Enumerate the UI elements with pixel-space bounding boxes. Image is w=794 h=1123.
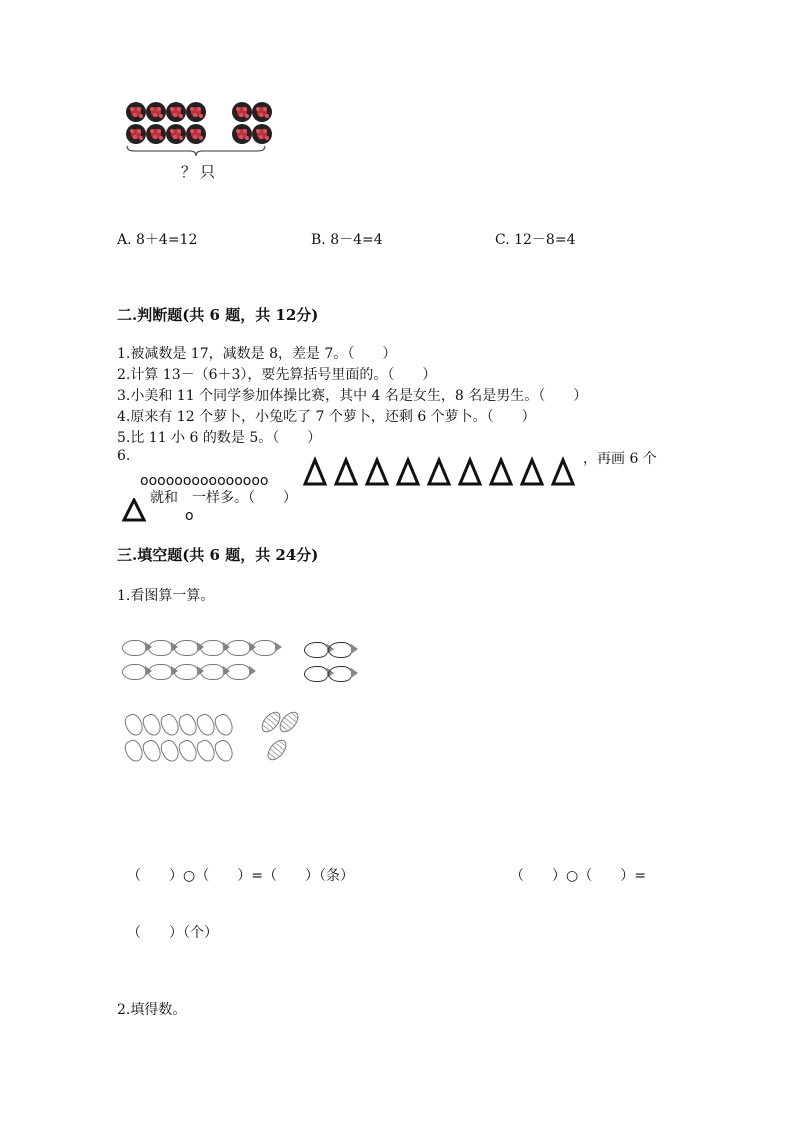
- formula-fish: （ ）○（ ）=（ ）（条）: [127, 868, 354, 884]
- formula-vegetables-result: （ ）（个）: [127, 925, 218, 941]
- corn-icon: [276, 708, 302, 735]
- vegetable-image: [120, 708, 320, 766]
- fish-icon: [200, 664, 224, 680]
- ladybug-icon: [146, 124, 166, 144]
- judgement-item-1: 1.被减数是 17，减数是 8，差是 7。（ ）: [117, 346, 397, 362]
- fill-question-1: 1.看图算一算。: [117, 588, 215, 604]
- ladybug-icon: [126, 102, 146, 122]
- ladybug-icon: [186, 124, 206, 144]
- fish-icon: [122, 640, 146, 656]
- triangles-row: [301, 456, 581, 488]
- ladybug-icon: [252, 124, 272, 144]
- fish-icon: [174, 664, 198, 680]
- formula-vegetables: （ ）○（ ）=: [510, 868, 646, 884]
- judgement-item-4: 4.原来有 12 个萝卜，小兔吃了 7 个萝卜，还剩 6 个萝卜。（ ）: [117, 409, 536, 425]
- section-title-judgement: 二.判断题(共 6 题，共 12分): [117, 306, 319, 324]
- option-c: C. 12－8=4: [495, 232, 576, 248]
- circle-dot: o: [185, 508, 194, 524]
- circles-row: ooooooooooooooo: [140, 473, 269, 489]
- eggplant-icon: [212, 712, 236, 739]
- ladybug-icon: [166, 102, 186, 122]
- fish-icon: [200, 640, 224, 656]
- count-label: ？只: [181, 163, 220, 181]
- judgement-item-2: 2.计算 13－（6＋3），要先算括号里面的。（ ）: [117, 367, 437, 383]
- section-title-fill: 三.填空题(共 6 题，共 24分): [117, 546, 319, 564]
- ladybug-icon: [146, 102, 166, 122]
- ladybug-icon: [166, 124, 186, 144]
- brace-icon: [126, 145, 266, 157]
- ladybug-icon: [186, 102, 206, 122]
- fish-icon: [226, 640, 250, 656]
- fish-image: [120, 636, 360, 688]
- ladybug-icon: [232, 124, 252, 144]
- fish-icon: [252, 640, 276, 656]
- judgement-item-5: 5.比 11 小 6 的数是 5。（ ）: [117, 430, 322, 446]
- fish-icon: [174, 640, 198, 656]
- option-a: A. 8＋4=12: [117, 232, 198, 248]
- ladybug-image: [122, 100, 282, 148]
- same-amount-text: 就和 一样多。（ ）: [150, 490, 297, 506]
- corn-icon: [264, 736, 290, 763]
- fish-icon: [122, 664, 146, 680]
- fish-icon: [328, 642, 352, 658]
- fish-icon: [226, 664, 250, 680]
- judgement-item-3: 3.小美和 11 个同学参加体操比赛，其中 4 名是女生，8 名是男生。（ ）: [117, 388, 588, 404]
- fish-icon: [304, 666, 328, 682]
- fish-icon: [148, 664, 172, 680]
- triangle-icon: [121, 498, 147, 522]
- fish-icon: [328, 666, 352, 682]
- fish-icon: [148, 640, 172, 656]
- option-b: B. 8－4=4: [311, 232, 383, 248]
- eggplant-icon: [212, 738, 236, 765]
- judgement-item-6: 6.: [117, 448, 131, 464]
- fish-icon: [304, 642, 328, 658]
- fill-question-2: 2.填得数。: [117, 1002, 187, 1018]
- ladybug-icon: [252, 102, 272, 122]
- ladybug-icon: [126, 124, 146, 144]
- ladybug-icon: [232, 102, 252, 122]
- draw-six-text: ，再画 6 个: [583, 451, 657, 467]
